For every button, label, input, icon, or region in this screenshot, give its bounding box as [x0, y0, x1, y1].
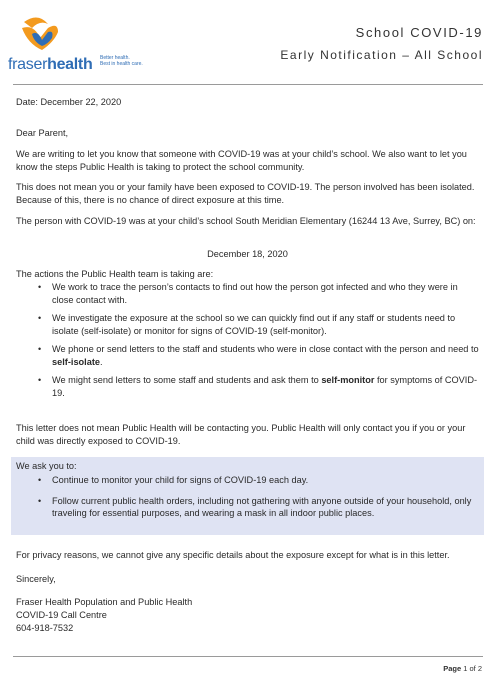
bullet-icon: • — [38, 375, 42, 385]
logo-wordmark: fraserhealth — [8, 56, 93, 73]
exposure-date: December 18, 2020 — [207, 249, 288, 259]
signature-phone: 604-918-7532 — [16, 623, 74, 633]
paragraph-contact: This letter does not mean Public Health will be contacting you. Public Health will only contact you if you or your child was directly exposed to COVID-19. — [16, 423, 466, 446]
bullet-icon: • — [38, 475, 42, 485]
ask-list — [16, 474, 481, 526]
document-title: School COVID-19 — [355, 25, 483, 40]
paragraph-location: The person with COVID-19 was at your child’s school South Meridian Elementary (16244 13 Ave, Surrey, BC) on: — [16, 216, 476, 226]
actions-list — [16, 281, 481, 405]
list-item: • We phone or send letters to the staff and students who were in close contact with the person and need to self-isolate. — [38, 344, 479, 367]
document-subtitle: Early Notification – All School — [280, 48, 483, 62]
bullet-icon: • — [38, 282, 42, 292]
closing: Sincerely, — [16, 574, 56, 584]
list-item: • We work to trace the person’s contacts to find out how the person got infected and who they were in close contact with. — [38, 282, 458, 305]
fraser-health-logo — [8, 14, 168, 74]
self-monitor-emphasis: self-monitor — [321, 375, 375, 385]
page-number: Page 1 of 2 — [443, 664, 482, 673]
list-item: • We investigate the exposure at the school so we can quickly find out if any staff or students need to isolate (self-isolate) or monitor for signs of COVID-19 (self-monitor). — [38, 313, 456, 336]
list-item: • Follow current public health orders, including not gathering with anyone outside of your household, only traveling for essential purposes, and wearing a mask in all indoor public places. — [38, 495, 472, 518]
bullet-icon: • — [38, 495, 42, 506]
greeting: Dear Parent, — [16, 128, 69, 138]
bullet-icon: • — [38, 313, 42, 323]
signature-unit: COVID-19 Call Centre — [16, 610, 107, 620]
privacy-note: For privacy reasons, we cannot give any specific details about the exposure except for what is in this letter. — [16, 550, 450, 560]
self-isolate-emphasis: self-isolate — [52, 356, 100, 367]
letter-date: Date: December 22, 2020 — [16, 97, 122, 107]
paragraph-intro: We are writing to let you know that someone with COVID-19 was at your child’s school. We also want to let you know the steps Public Health is taking to protect the school community. — [16, 149, 467, 172]
logo-tagline: Better health. Best in health care. — [100, 55, 143, 67]
ask-intro: We ask you to: — [16, 461, 77, 471]
signature-org: Fraser Health Population and Public Health — [16, 597, 193, 607]
fraser-health-logo-icon — [18, 14, 62, 54]
list-item: • Continue to monitor your child for signs of COVID-19 each day. — [38, 475, 309, 485]
header-divider — [13, 84, 483, 85]
bullet-icon: • — [38, 344, 42, 354]
list-item: • We might send letters to some staff and students and ask them to self-monitor for symptoms of COVID-19. — [38, 375, 478, 398]
actions-intro: The actions the Public Health team is taking are: — [16, 269, 214, 279]
paragraph-no-exposure: This does not mean you or your family have been exposed to COVID-19. The person involved has been isolated. Because of this, there is no chance of direct exposure at this time. — [16, 182, 475, 205]
footer-divider — [13, 656, 483, 657]
